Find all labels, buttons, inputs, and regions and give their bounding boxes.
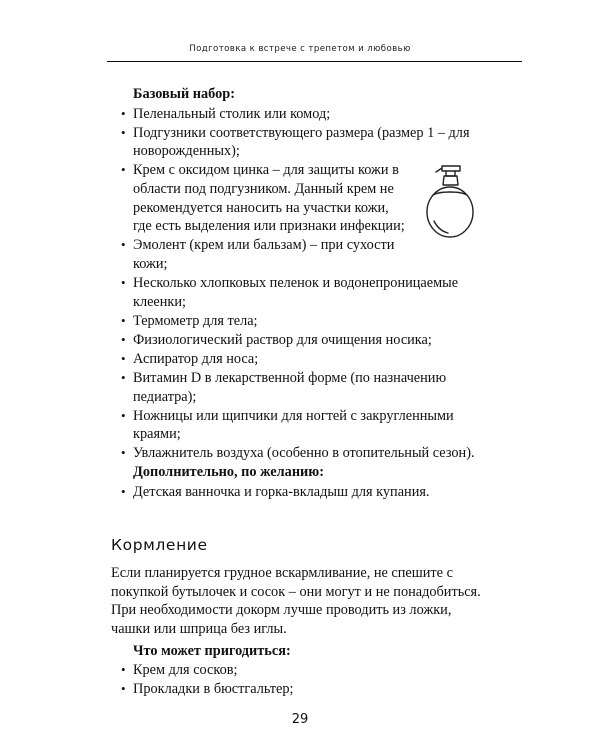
list-item: • Подгузники соответствующего размера (размер 1 – для новорожденных);	[111, 124, 489, 161]
list-item: • Пеленальный столик или комод;	[111, 105, 489, 124]
list-item: • Детская ванночка и горка-вкладыш для купания.	[111, 483, 489, 502]
list-item: • Термометр для тела;	[111, 312, 489, 331]
list-item: • Крем с оксидом цинка – для защиты кожи в области под подгузником. Данный крем не рекомендуется наносить на участки кожи, где есть выделения или признаки инфекции;	[111, 161, 489, 235]
page-number: 29	[291, 712, 309, 727]
list-item: • Ножницы или щипчики для ногтей с закругленными краями;	[111, 407, 489, 444]
list-item: • Витамин D в лекарственной форме (по назначению педиатра);	[111, 369, 489, 406]
page-content	[111, 85, 489, 699]
basic-kit-list	[111, 105, 489, 463]
list-item: • Эмолент (крем или бальзам) – при сухости кожи;	[111, 236, 489, 273]
optional-heading: Дополнительно, по желанию:	[133, 464, 324, 481]
list-item: • Увлажнитель воздуха (особенно в отопительный сезон).	[111, 444, 489, 463]
useful-heading: Что может пригодиться:	[133, 642, 291, 659]
running-header: Подготовка к встрече с трепетом и любовью	[189, 44, 411, 54]
header-rule	[107, 61, 522, 62]
list-item: • Несколько хлопковых пеленок и водонепроницаемые клеенки;	[111, 274, 489, 311]
feeding-paragraph: Если планируется грудное вскармливание, не спешите с покупкой бутылочек и сосок – они могут и не понадобиться. При необходимости докорм лучше проводить из ложки, чашки или шприца без иглы.	[111, 565, 481, 637]
list-item: • Крем для сосков;	[111, 661, 489, 680]
optional-list	[111, 483, 489, 502]
useful-list	[111, 661, 489, 699]
list-item: • Физиологический раствор для очищения носика;	[111, 331, 489, 350]
list-item: • Прокладки в бюстгальтер;	[111, 680, 489, 699]
list-item: • Аспиратор для носа;	[111, 350, 489, 369]
basic-kit-heading: Базовый набор:	[133, 86, 235, 102]
section-title-feeding: Кормление	[111, 535, 208, 554]
